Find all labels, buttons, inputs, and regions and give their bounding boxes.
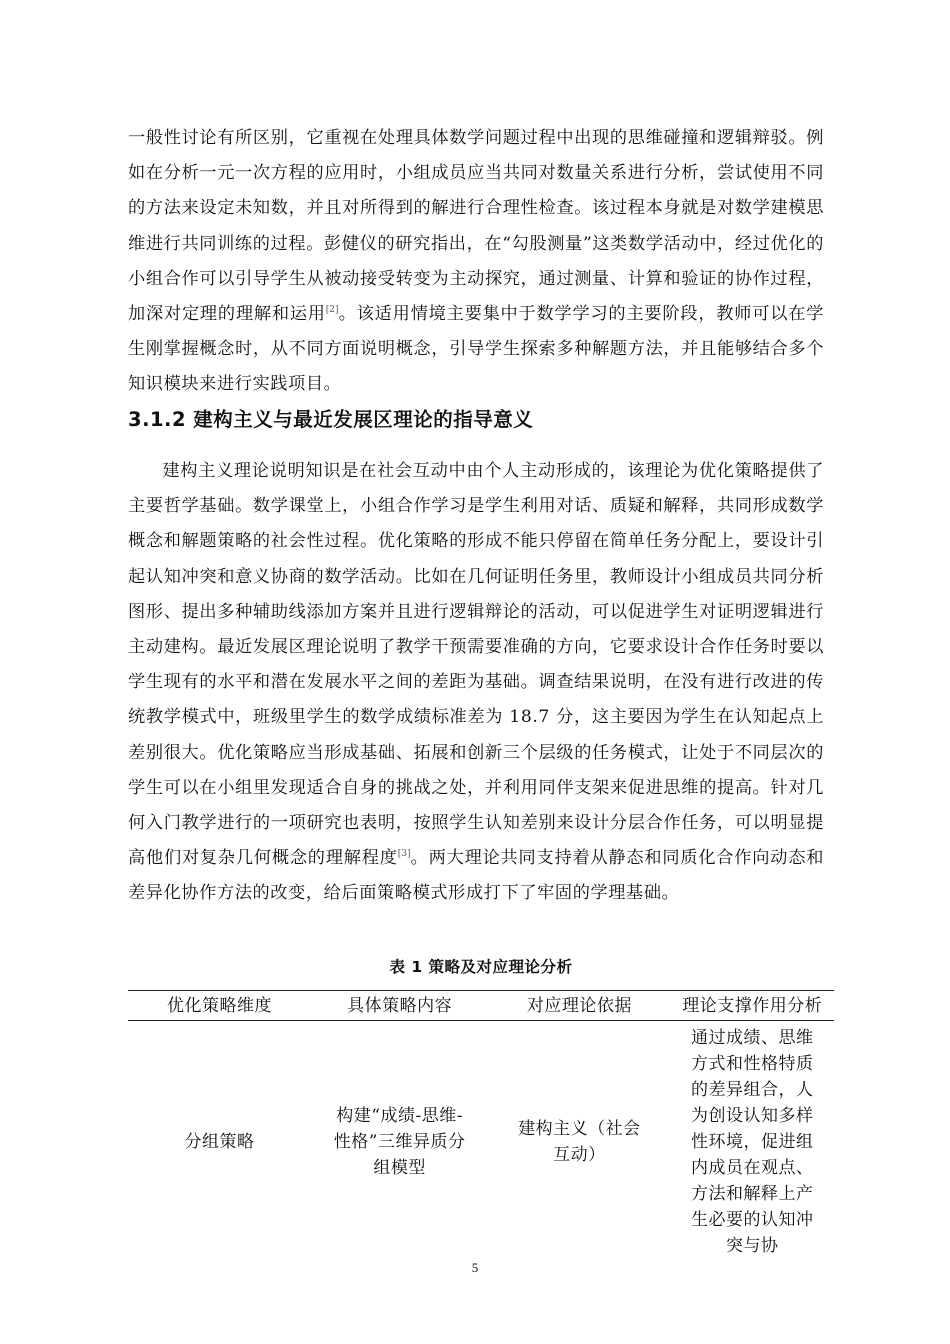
- table-header-row: [128, 991, 834, 1021]
- cell-content: 构建“成绩-思维-性格”三维异质分组模型: [333, 1106, 466, 1178]
- paragraph-2-text: 建构主义理论说明知识是在社会互动中由个人主动形成的，该理论为优化策略提供了主要哲学基础。数学课堂上，小组合作学习是学生利用对话、质疑和解释，共同形成数学概念和解题策略的社会性过程。优化策略的形成不能只停留在简单任务分配上，要设计引起认知冲突和意义协商的数学活动。比如在几何证明任务里，教师设计小组成员共同分析图形、提出多种辅助线添加方案并且进行逻辑辩论的活动，可以促进学生对证明逻辑进行主动建构。最近发展区理论说明了教学干预需要准确的方向，它要求设计合作任务时要以学生现有的水平和潜在发展水平之间的差距为基础。调查结果说明，在没有进行改进的传统教学模式中，班级里学生的数学成绩标准差为 18.7 分，这主要因为学生在认知起点上差别很大。优化策略应当形成基础、拓展和创新三个层级的任务模式，让处于不同层次的学生可以在小组里发现适合自身的挑战之处，并利用同伴支架来促进思维的提高。针对几何入门教学进行的一项研究也表明，按照学生认知差别来设计分层合作任务，可以明显提高他们对复杂几何概念的理解程度: [128, 461, 824, 869]
- paragraph-1-text: 一般性讨论有所区别，它重视在处理具体数学问题过程中出现的思维碰撞和逻辑辩驳。例如在分析一元一次方程的应用时，小组成员应当共同对数量关系进行分析，尝试使用不同的方法来设定未知数，并且对所得到的解进行合理性检查。该过程本身就是对数学建模思维进行共同训练的过程。彭健仪的研究指出，在“勾股测量”这类数学活动中，经过优化的小组合作可以引导学生从被动接受转变为主动探究，通过测量、计算和验证的协作过程，加深对定理的理解和运用: [128, 128, 824, 325]
- table-caption: 表 1 策略及对应理论分析: [389, 958, 573, 976]
- table-row: [128, 1021, 834, 1260]
- paragraph-2-text-after: 。两大理论共同支持着从静态和同质化合作向动态和差异化协作方法的改变，给后面策略模式形成打下了牢固的学理基础。: [128, 848, 824, 904]
- cell-theory: 建构主义（社会互动）: [518, 1119, 641, 1165]
- paragraph-1-text-after: 。该适用情境主要集中于数学学习的主要阶段，教师可以在学生刚掌握概念时，从不同方面说明概念，引导学生探索多种解题方法，并且能够结合多个知识模块来进行实践项目。: [128, 304, 824, 395]
- header-content: 具体策略内容: [311, 991, 488, 1021]
- section-heading: 3.1.2 建构主义与最近发展区理论的指导意义: [128, 408, 534, 431]
- header-theory: 对应理论依据: [488, 991, 670, 1021]
- header-dimension: 优化策略维度: [128, 991, 311, 1021]
- cell-dimension: 分组策略: [184, 1132, 255, 1152]
- citation-2[interactable]: [2]: [325, 305, 339, 316]
- body-paragraph-1: [128, 121, 824, 403]
- cell-analysis: 通过成绩、思维方式和性格特质的差异组合，人为创设认知多样性环境，促进组内成员在观点、方法和解释上产生必要的认知冲突与协: [690, 1028, 814, 1256]
- page-number: 5: [471, 1260, 479, 1275]
- body-paragraph-2: [128, 454, 824, 912]
- citation-3[interactable]: [3]: [397, 849, 411, 860]
- strategy-theory-table: [128, 990, 834, 1259]
- header-analysis: 理论支撑作用分析: [670, 991, 834, 1021]
